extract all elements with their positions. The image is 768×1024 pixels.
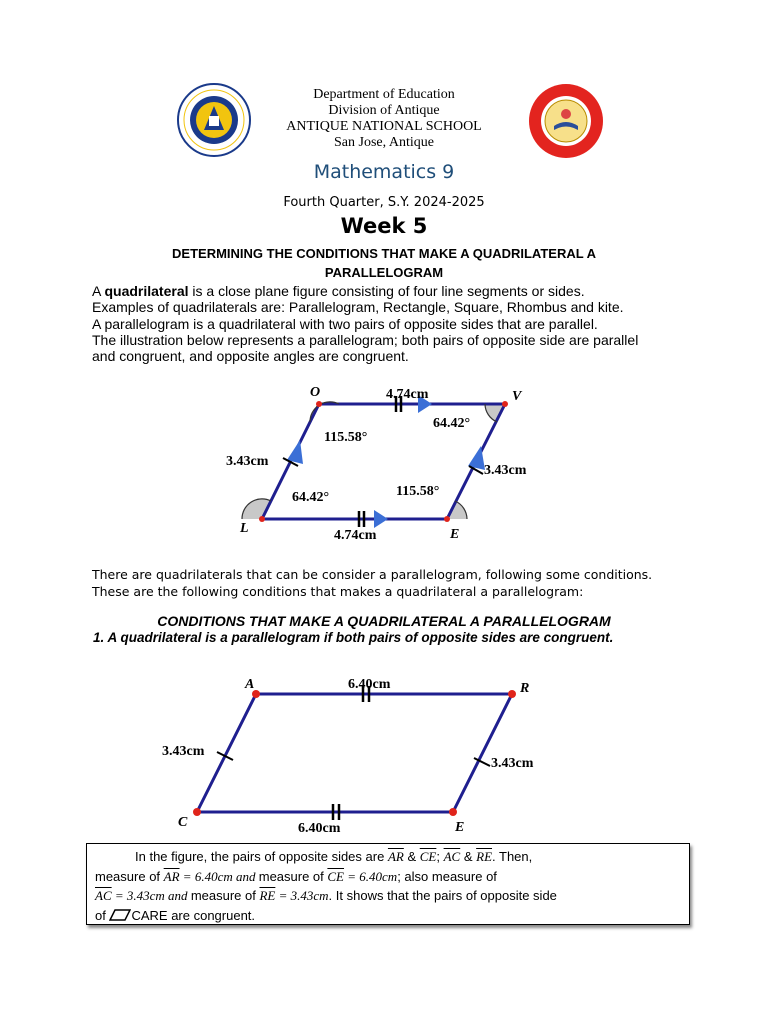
conditions-heading: CONDITIONS THAT MAKE A QUADRILATERAL A PARALLELOGRAM (157, 613, 611, 629)
segment-AC: $\overline{AC}$ (95, 888, 112, 903)
expl-text: ; (436, 849, 444, 864)
header-school: ANTIQUE NATIONAL SCHOOL (286, 119, 482, 134)
header-location: San Jose, Antique (334, 135, 434, 150)
expl-text: ; also measure of (397, 868, 497, 884)
lesson-title-line1: DETERMINING THE CONDITIONS THAT MAKE A QUADRILATERAL A (172, 246, 596, 261)
side-AR-label: 6.40cm (348, 677, 391, 692)
expl-text: In the figure, the pairs of opposite sides are (135, 849, 388, 864)
intro-line4: The illustration below represents a parallelogram; both pairs of opposite side are parallel (92, 331, 639, 348)
side-VE-label: 3.43cm (484, 463, 527, 478)
side-RE-label: 3.43cm (491, 756, 534, 771)
header-department: Department of Education (313, 87, 455, 102)
angle-E-label: 115.58° (396, 484, 440, 499)
conditions-intro-line1: There are quadrilaterals that can be consider a parallelogram, following some conditions. (92, 567, 653, 582)
bottom-parallel-arrow (374, 510, 388, 528)
intro-line1: is a close plane figure consisting of four line segments or sides. (188, 283, 585, 299)
side-AC-label: 3.43cm (162, 744, 205, 759)
intro-term: quadrilateral (104, 283, 189, 299)
angle-O-label: 115.58° (324, 430, 368, 445)
parallelogram-2-outline (197, 694, 512, 812)
intro-line2: Examples of quadrilaterals are: Parallelogram, Rectangle, Square, Rhombus and kite. (92, 299, 624, 316)
side-LE-label: 4.74cm (334, 528, 377, 543)
quarter-label: Fourth Quarter, S.Y. 2024-2025 (283, 195, 485, 210)
intro-prefix: A (92, 283, 105, 299)
segment-CE: $\overline{CE}$ (419, 849, 437, 864)
expl-text: measure of (95, 868, 164, 884)
intro-line3: A parallelogram is a quadrilateral with two pairs of opposite sides that are parallel. (92, 315, 598, 332)
vertex-O-label: O (310, 385, 321, 400)
parallelogram-figure-1 (220, 380, 540, 545)
expl-text: & (460, 849, 477, 864)
expl-text: measure of (258, 868, 328, 884)
header-division: Division of Antique (328, 103, 440, 118)
lesson-title-line2: PARALLELOGRAM (324, 265, 444, 280)
segment-RE: $\overline{RE}$ (259, 888, 276, 903)
week-title: Week 5 (340, 214, 428, 238)
parallelogram-symbol-icon (109, 909, 131, 921)
condition-1: 1. A quadrilateral is a parallelogram if both pairs of opposite sides are congruent. (93, 630, 614, 645)
angle-V-label: 64.42° (433, 416, 471, 431)
vertex-A-label: A (245, 677, 255, 692)
vertex-E2-label: E (455, 820, 465, 835)
segment-CE: $\overline{CE}$ (327, 868, 345, 884)
side-CE-label: 6.40cm (298, 821, 341, 836)
explanation-box (86, 843, 690, 925)
side-OL-label: 3.43cm (226, 454, 269, 469)
expl-text: & (403, 849, 420, 864)
expl-math: = 6.40cm (344, 868, 398, 884)
expl-math: = 6.40cm and (179, 868, 259, 884)
intro-line5: and congruent, and opposite angles are congruent. (92, 348, 409, 365)
side-OV-label: 4.74cm (386, 387, 429, 402)
intro-paragraph (92, 283, 692, 364)
conditions-intro-line2: These are the following conditions that makes a quadrilateral a parallelogram: (92, 583, 584, 599)
conditions-intro (92, 567, 702, 600)
segment-AR: $\overline{AR}$ (163, 868, 180, 884)
vertex-V-label: V (512, 389, 522, 404)
segment-AC: $\overline{AC}$ (443, 849, 461, 864)
segment-AR: $\overline{AR}$ (387, 849, 404, 864)
expl-text: measure of (190, 888, 260, 903)
expl-text: of (95, 907, 110, 923)
parallelogram-figure-2 (150, 670, 560, 840)
expl-text: CARE are congruent. (131, 907, 256, 923)
angle-L-label: 64.42° (292, 490, 330, 505)
subject-title: Mathematics 9 (313, 161, 455, 183)
vertex-C-label: C (178, 815, 188, 830)
vertex-R-label: R (520, 681, 530, 696)
vertex-E-label: E (450, 527, 460, 542)
segment-RE: $\overline{RE}$ (476, 849, 493, 864)
expl-math: = 3.43cm (275, 888, 329, 903)
expl-text: . Then, (492, 849, 533, 864)
expl-math: = 3.43cm and (111, 888, 191, 903)
expl-text: . It shows that the pairs of opposite side (328, 888, 557, 903)
vertex-L-label: L (240, 521, 249, 536)
